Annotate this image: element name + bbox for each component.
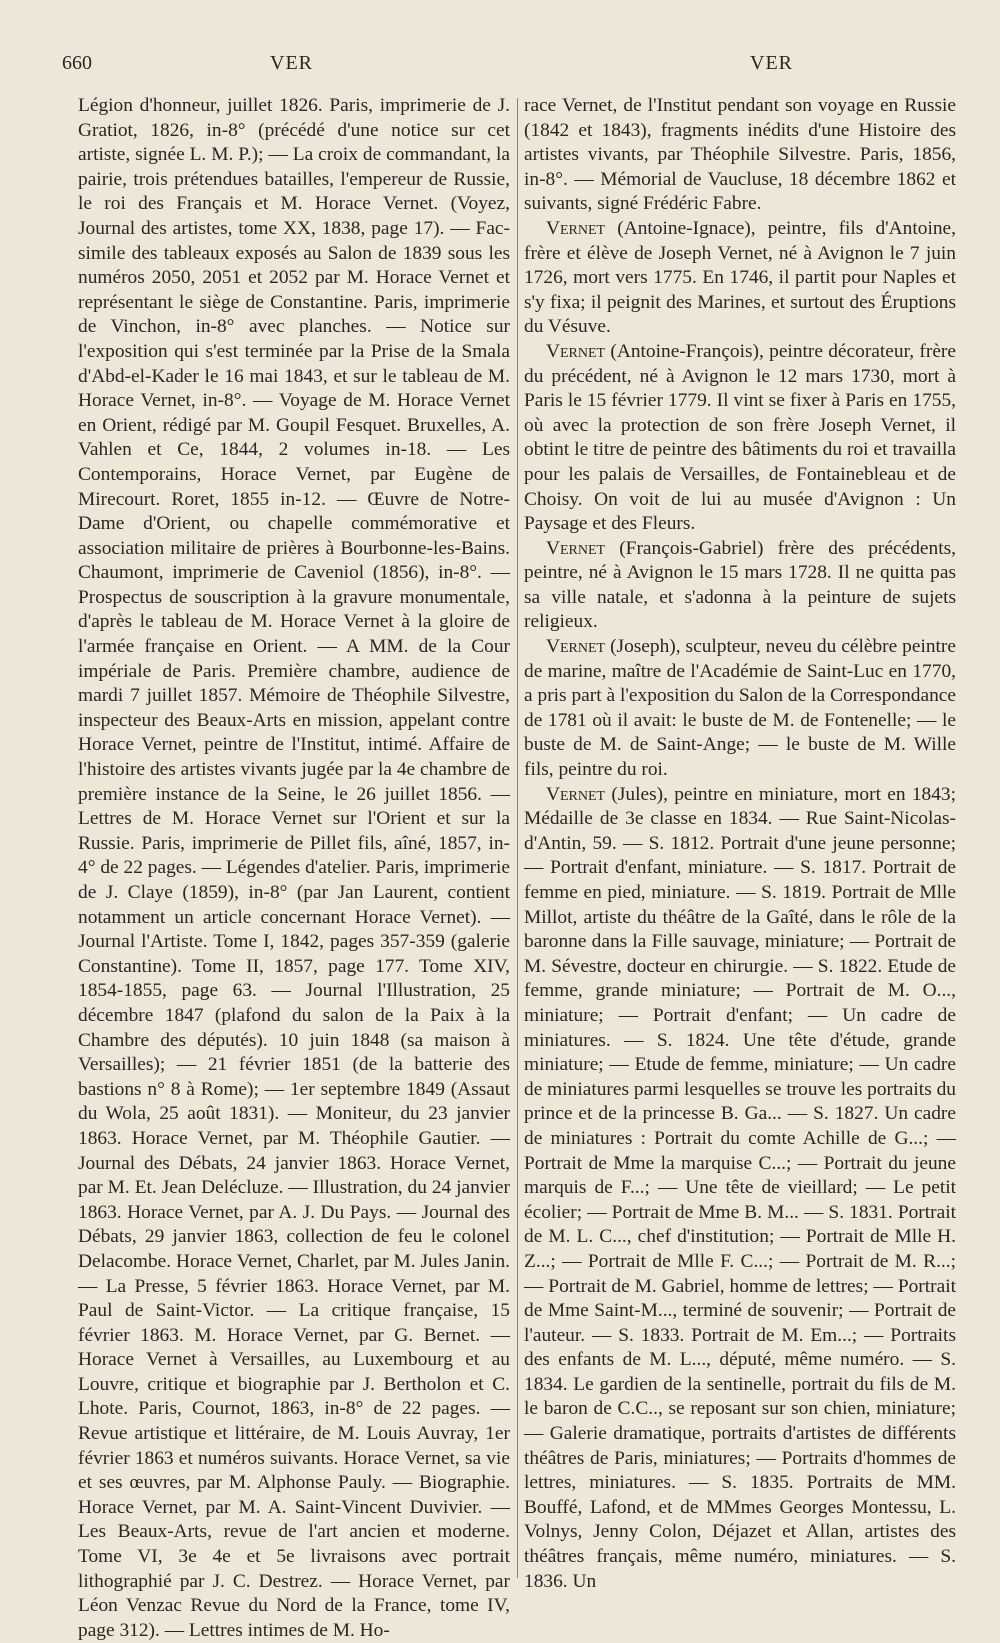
right-running-title: VER [750, 52, 793, 74]
left-paragraph: Légion d'honneur, juillet 1826. Paris, imprimerie de J. Gratiot, 1826, in-8° (précédé d'une notice sur cet artiste, signée L. M. P.); — La croix de commandant, la pairie, trois prétendues batailles, l'empereur de Russie, le roi des Français et M. Horace Vernet. (Voyez, Journal des artistes, tome XX, 1838, page 17). — Fac-simile des tableaux exposés au Salon de 1839 sous les numéros 2050, 2051 et 2052 par M. Horace Vernet et représentant le siège de Constantine. Paris, imprimerie de Vinchon, in-8° avec planches. — Notice sur l'exposition qui s'est terminée par la Prise de la Smala d'Abd-el-Kader le 16 mai 1843, et sur le tableau de M. Horace Vernet, in-8°. — Voyage de M. Horace Vernet en Orient, rédigé par M. Goupil Fesquet. Bruxelles, A. Vahlen et Ce, 1844, 2 volumes in-18. — Les Contemporains, Horace Vernet, par Eugène de Mirecourt. Roret, 1855 in-12. — Œuvre de Notre-Dame d'Orient, ou chapelle commémorative et association militaire de prières à Bourbonne-les-Bains. Chaumont, imprimerie de Caveniol (1856), in-8°. — Prospectus de souscription à la gravure monumentale, d'après le tableau de M. Horace Vernet à la gloire de l'armée française en Orient. — A MM. de la Cour impériale de Paris. Première chambre, audience de mardi 7 juillet 1857. Mémoire de Théophile Silvestre, inspecteur des Beaux-Arts en mission, appelant contre Horace Vernet, peintre de l'Institut, intimé. Affaire de l'histoire des artistes vivants jugée par la 4e chambre de première instance de la Seine, le 26 juillet 1856. — Lettres de M. Horace Vernet sur l'Orient et sur la Russie. Paris, imprimerie de Pillet fils, aîné, 1857, in-4° de 22 pages. — Légendes d'atelier. Paris, imprimerie de J. Claye (1859), in-8° (par Jan Laurent, contient notamment un article concernant Horace Vernet). — Journal l'Artiste. Tome I, 1842, pages 357-359 (galerie Constantine). Tome II, 1857, page 177. Tome XIV, 1854-1855, page 63. — Journal l'Illustration, 25 décembre 1847 (plafond du salon de la Paix à la Chambre des députés). 10 juin 1848 (sa maison à Versailles); — 21 février 1851 (de la batterie des bastions n° 8 à Rome); — 1er septembre 1849 (Assaut du Wola, 25 août 1831). — Moniteur, du 23 janvier 1863. Horace Vernet, par M. Théophile Gautier. — Journal des Débats, 24 janvier 1863. Horace Vernet, par M. Et. Jean Delécluze. — Illustration, du 24 janvier 1863. Horace Vernet, par A. J. Du Pays. — Journal des Débats, 29 janvier 1863, collection de feu le colonel Delacombe. Horace Vernet, Charlet, par M. Jules Janin. — La Presse, 5 février 1863. Horace Vernet, par M. Paul de Saint-Victor. — La critique française, 15 février 1863. M. Horace Vernet, par G. Bernet. — Horace Vernet à Versailles, au Luxembourg et au Louvre, critique et biographie par J. Bertholon et C. Lhote. Paris, Cournot, 1863, in-8° de 22 pages. — Revue artistique et littéraire, de M. Louis Auvray, 1er février 1863 et numéros suivants. Horace Vernet, sa vie et ses œuvres, par M. Alphonse Pauly. — Biographie. Horace Vernet, par M. A. Saint-Vincent Duvivier. — Les Beaux-Arts, revue de l'art ancien et moderne. Tome VI, 3e 4e et 5e livraisons avec portrait lithographié par J. C. Destrez. — Horace Vernet, par Léon Venzac Revue du Nord de la France, tome IV, page 312). — Lettres intimes de M. Ho- [78, 95, 510, 1641]
entry-name: Vernet [546, 636, 606, 658]
page-number: 660 [62, 52, 92, 74]
entry-antoine-ignace [524, 217, 956, 340]
entry-jules [524, 783, 956, 1595]
entry-text: (Joseph), sculpteur, neveu du célèbre peintre de marine, maître de l'Académie de Saint-Luc en 1770, a pris part à l'exposition du Salon de la Correspondance de 1781 où il avait: le buste de M. de Fontenelle; — le buste de M. de Saint-Ange; — le buste de M. Wille fils, peintre du roi. [524, 636, 956, 781]
entry-text: (Antoine-Ignace), peintre, fils d'Antoine, frère et élève de Joseph Vernet, né à Avignon le 7 juin 1726, mort vers 1775. En 1746, il partit pour Naples et s'y fixa; il peignit des Marines, et surtout des Éruptions du Vésuve. [524, 217, 956, 338]
right-paragraph-continuation: race Vernet, de l'Institut pendant son voyage en Russie (1842 et 1843), fragments inédits d'une Histoire des artistes vivants, par Théophile Silvestre. Paris, 1856, in-8°. — Mémorial de Vaucluse, 18 décembre 1862 et suivants, signé Frédéric Fabre. [524, 95, 956, 215]
entry-francois-gabriel [524, 537, 956, 635]
entry-name: Vernet [546, 217, 606, 239]
left-column [78, 94, 510, 1641]
entry-name: Vernet [546, 340, 606, 362]
entry-text: (Jules), peintre en miniature, mort en 1843; Médaille de 3e classe en 1834. — Rue Saint-Nicolas-d'Antin, 59. — S. 1812. Portrait d'une jeune personne; — Portrait d'enfant, miniature. — S. 1817. Portrait de femme en pied, miniature. — S. 1819. Portrait de Mlle Millot, artiste du théâtre de la Gaîté, dans le rôle de la baronne dans la Fille sauvage, miniature; — Portrait de M. Sévestre, docteur en chirurgie. — S. 1822. Etude de femme, grande miniature; — Portrait de M. O..., miniature; — Portrait d'enfant; — Un cadre de miniatures. — S. 1824. Une tête d'étude, grande miniature; — Etude de femme, miniature; — Un cadre de miniatures parmi lesquelles se trouve les portraits du prince et de la princesse B. Ga... — S. 1827. Un cadre de miniatures : Portrait du comte Achille de G...; — Portrait de Mme la marquise C...; — Portrait du jeune marquis de F...; — Une tête de vieillard; — Le petit écolier; — Portrait de Mme B. M... — S. 1831. Portrait de M. L. C..., chef d'institution; — Portrait de Mlle H. Z...; — Portrait de Mlle F. C...; — Portrait de M. R...; — Portrait de M. Gabriel, homme de lettres; — Portrait de Mme Saint-M..., terminé de souvenir; — Portrait de l'auteur. — S. 1833. Portrait de M. Em...; — Portraits des enfants de M. L..., député, même numéro. — S. 1834. Le gardien de la sentinelle, portrait du fils de M. le baron de C.C.., se reposant sur son chien, miniature; — Galerie dramatique, portraits d'artistes de différents théâtres de Paris, miniatures; — Portraits d'hommes de lettres, miniatures. — S. 1835. Portraits de MM. Bouffé, Lafond, et de MMmes Georges Montessu, L. Volnys, Jenny Colon, Déjazet et Allan, artistes des théâtres français, même numéro, miniatures. — S. 1836. Un [524, 783, 956, 1592]
entry-antoine-francois [524, 340, 956, 537]
running-head [0, 52, 1000, 82]
entry-text: (Antoine-François), peintre décorateur, frère du précédent, né à Avignon le 12 mars 1730, mort à Paris le 15 février 1779. Il vint se fixer à Paris en 1755, où avec la protection de son frère Joseph Vernet, il obtint le titre de peintre des bâtiments du roi et travailla pour les palais de Versailles, de Fontainebleau et de Choisy. On voit de lui au musée d'Avignon : Un Paysage et des Fleurs. [524, 340, 956, 535]
right-column [524, 94, 956, 1594]
left-running-title: VER [270, 52, 313, 74]
entry-name: Vernet [546, 537, 606, 559]
entry-name: Vernet [546, 783, 606, 805]
column-divider [517, 98, 518, 1578]
entry-text: (François-Gabriel) frère des précédents, peintre, né à Avignon le 15 mars 1728. Il ne quitta pas sa ville natale, et s'adonna à la peinture de sujets religieux. [524, 537, 956, 633]
entry-joseph [524, 635, 956, 783]
